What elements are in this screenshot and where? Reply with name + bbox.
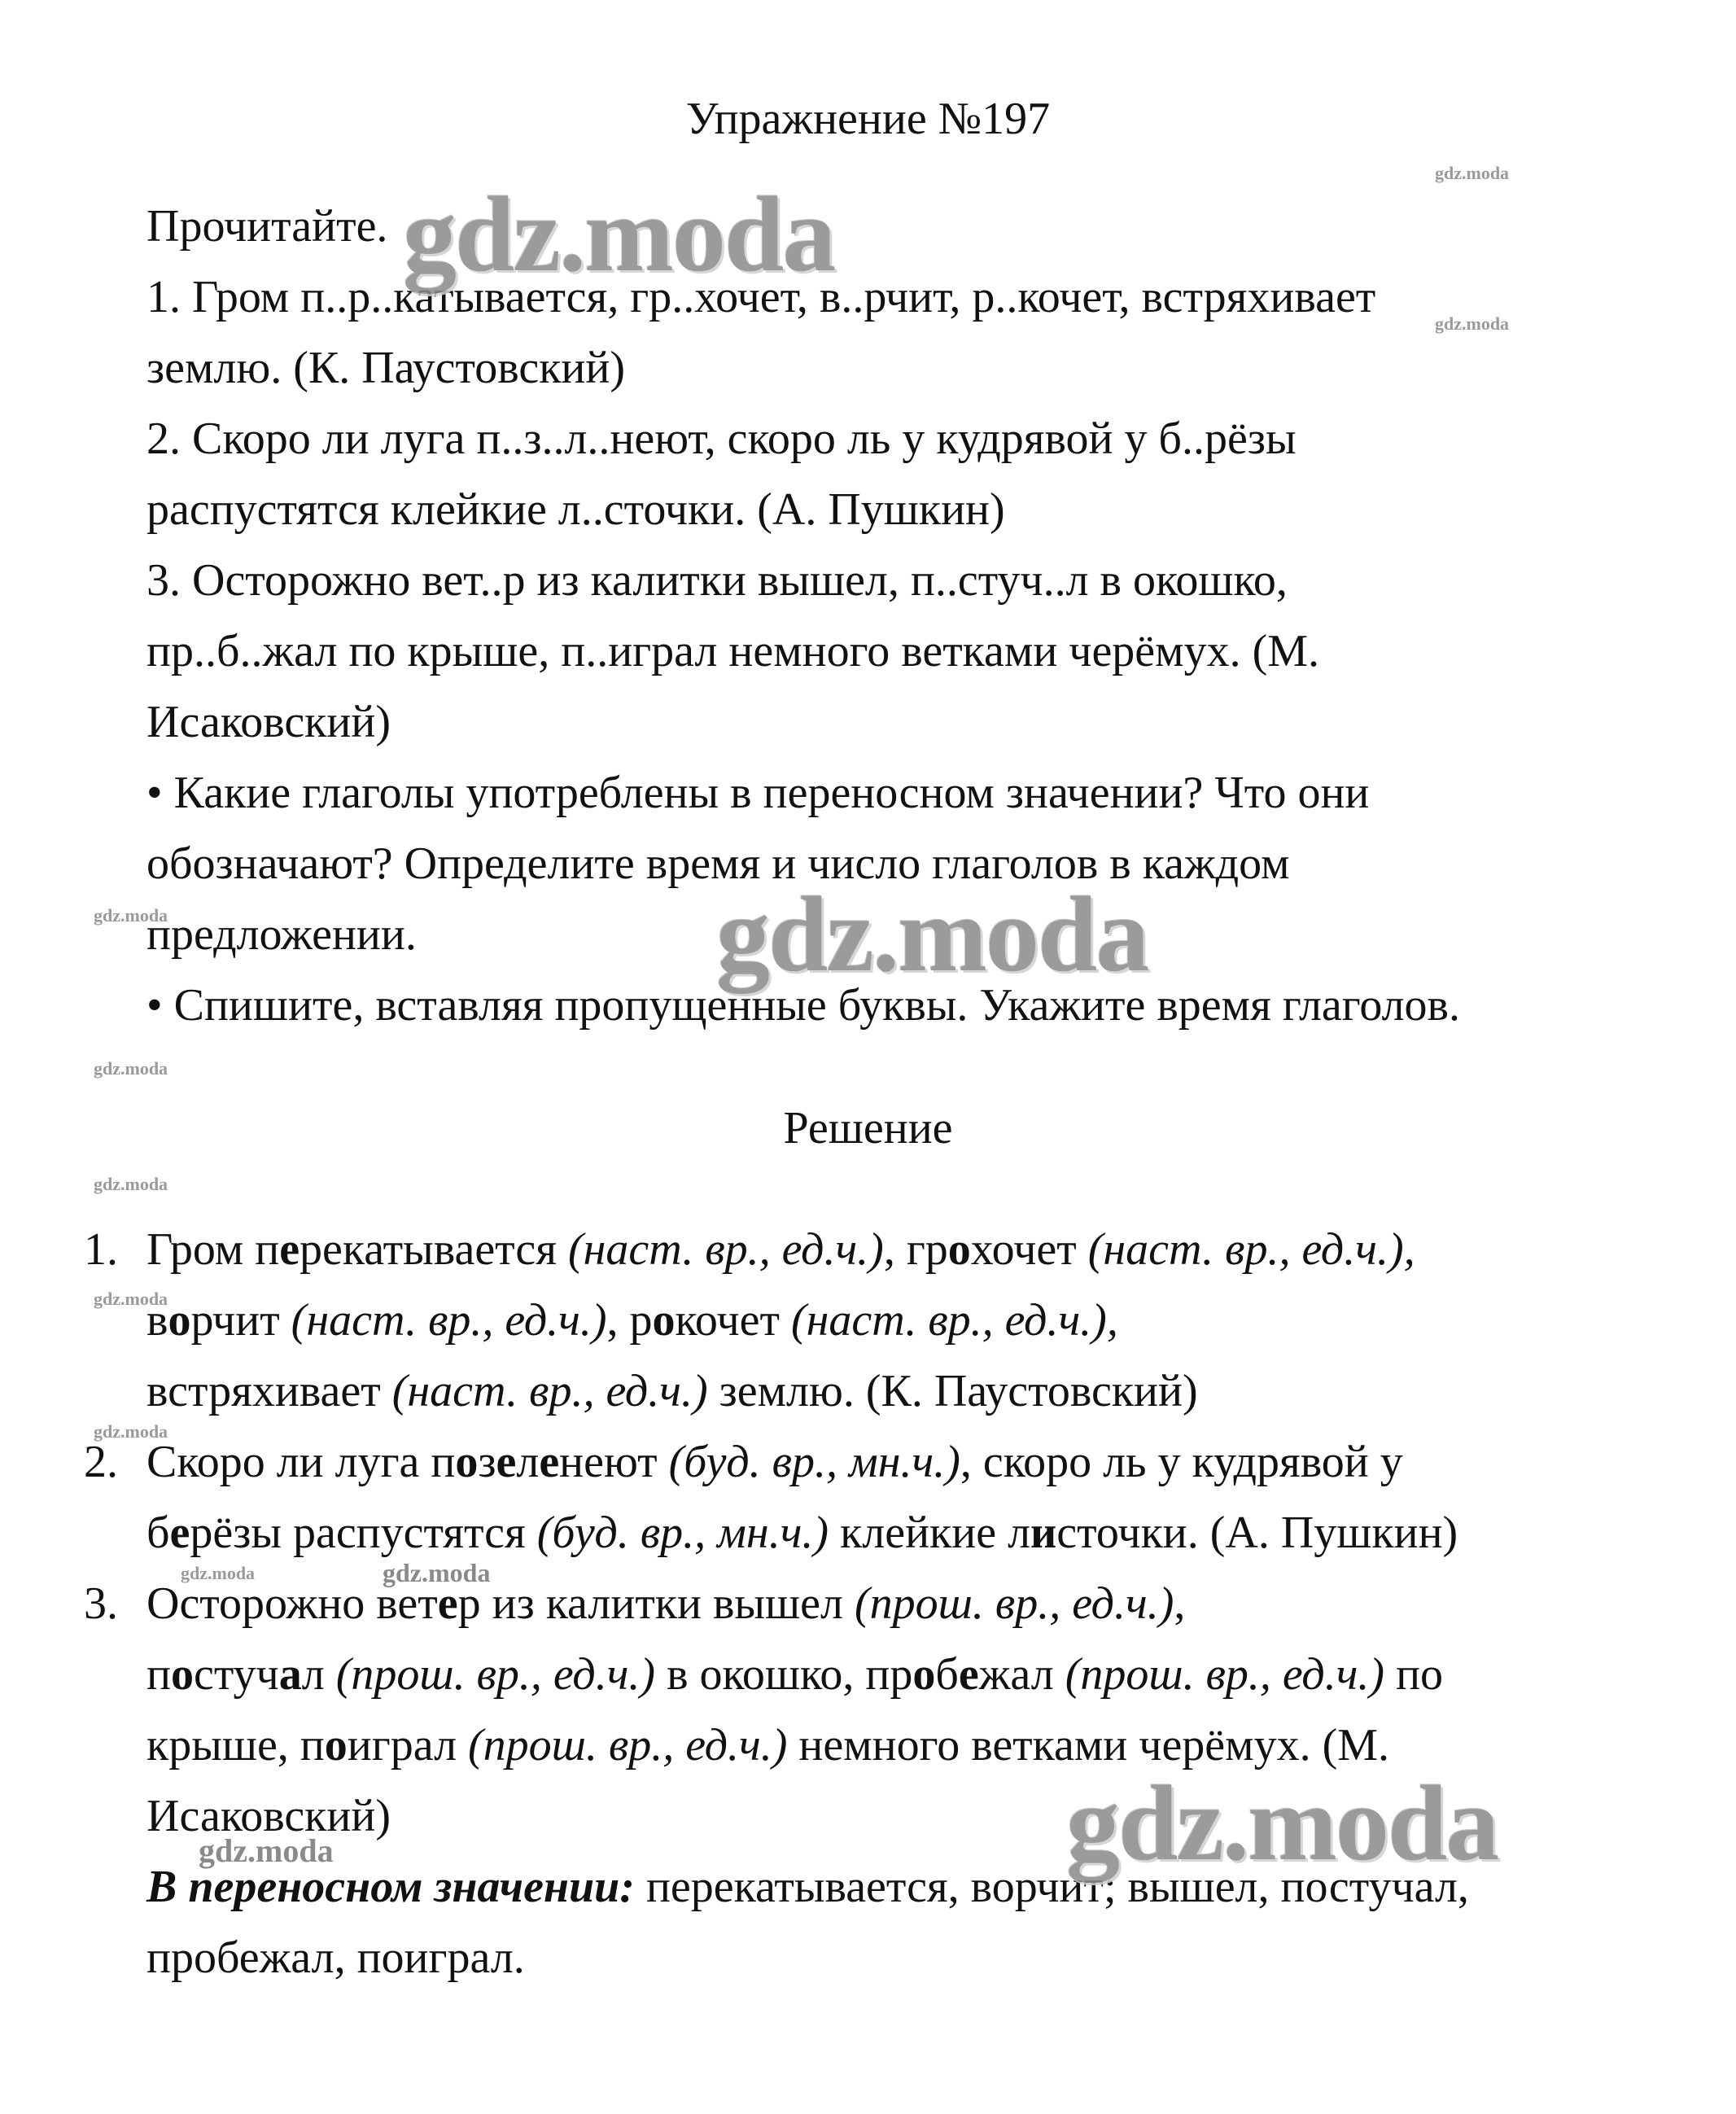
solution-1-line-1: Гром перекатывается (наст. вр., ед.ч.), грохочет (наст. вр., ед.ч.), — [146, 1224, 1415, 1275]
solution-3-line-4: Исаковский) — [146, 1791, 391, 1841]
task-intro: Прочитайте. — [146, 201, 388, 252]
task-question-1-line-3: предложении. — [146, 909, 417, 960]
exercise-title: Упражнение №197 — [685, 94, 1051, 144]
solution-number-1: 1. — [84, 1224, 118, 1275]
watermark-text: gdz.moda — [181, 1563, 256, 1583]
solution-2-line-1: Скоро ли луга позеленеют (буд. вр., мн.ч.), скоро ль у кудрявой у — [146, 1437, 1403, 1487]
task-sentence-1-line-1: 1. Гром п..р..катывается, гр..хочет, в..рчит, р..кочет, встряхивает — [146, 272, 1376, 322]
solution-1-line-2: ворчит (наст. вр., ед.ч.), рокочет (наст. вр., ед.ч.), — [146, 1295, 1118, 1346]
watermark-logo: gdz.moda — [403, 174, 835, 294]
solution-2-line-2: берёзы распустятся (буд. вр., мн.ч.) клейкие листочки. (А. Пушкин) — [146, 1508, 1458, 1558]
watermark-text: gdz.moda — [1435, 163, 1510, 183]
solution-1-line-3: встряхивает (наст. вр., ед.ч.) землю. (К. Паустовский) — [146, 1366, 1198, 1416]
task-question-2: • Спишите, вставляя пропущенные буквы. Укажите время глаголов. — [146, 980, 1460, 1031]
watermark-logo: gdz.moda — [716, 874, 1148, 994]
watermark-text: gdz.moda — [94, 1058, 168, 1079]
watermark-text: gdz.moda — [94, 1289, 168, 1309]
conclusion-line-2: пробежал, поиграл. — [146, 1932, 525, 1983]
task-question-1-line-1: • Какие глаголы употреблены в переносном значении? Что они — [146, 768, 1370, 818]
watermark-text: gdz.moda — [94, 905, 168, 926]
task-sentence-1-line-2: землю. (К. Паустовский) — [146, 343, 625, 393]
watermark-logo: gdz.moda — [1066, 1763, 1498, 1883]
watermark-text: gdz.moda — [1435, 313, 1510, 334]
task-sentence-2-line-2: распустятся клейкие л..сточки. (А. Пушкин) — [146, 484, 1005, 535]
task-sentence-2-line-1: 2. Скоро ли луга п..з..л..неют, скоро ль у кудрявой у б..рёзы — [146, 414, 1297, 464]
solution-heading: Решение — [783, 1103, 953, 1153]
solution-number-2: 2. — [84, 1437, 118, 1487]
watermark-text: gdz.moda — [94, 1421, 168, 1442]
task-question-1-line-2: обозначают? Определите время и число глаголов в каждом — [146, 838, 1290, 889]
task-sentence-3-line-2: пр..б..жал по крыше, п..играл немного ветками черёмух. (М. — [146, 626, 1320, 676]
watermark-text: gdz.moda — [94, 1174, 168, 1194]
solution-3-line-2: постучал (прош. вр., ед.ч.) в окошко, пробежал (прош. вр., ед.ч.) по — [146, 1649, 1444, 1700]
task-sentence-3-line-1: 3. Осторожно вет..р из калитки вышел, п..стуч..л в окошко, — [146, 555, 1288, 606]
solution-3-line-1: Осторожно ветер из калитки вышел (прош. вр., ед.ч.), — [146, 1578, 1186, 1629]
solution-3-line-3: крыше, поиграл (прош. вр., ед.ч.) немного ветками черёмух. (М. — [146, 1720, 1390, 1770]
conclusion-line-1: В переносном значении: перекатывается, ворчит; вышел, постучал, — [146, 1862, 1469, 1912]
watermark-logo: gdz.moda — [383, 1558, 491, 1587]
conclusion-label: В переносном значении: — [146, 1862, 635, 1912]
solution-number-3: 3. — [84, 1578, 118, 1629]
watermark-logo: gdz.moda — [199, 1832, 334, 1869]
task-sentence-3-line-3: Исаковский) — [146, 697, 391, 747]
